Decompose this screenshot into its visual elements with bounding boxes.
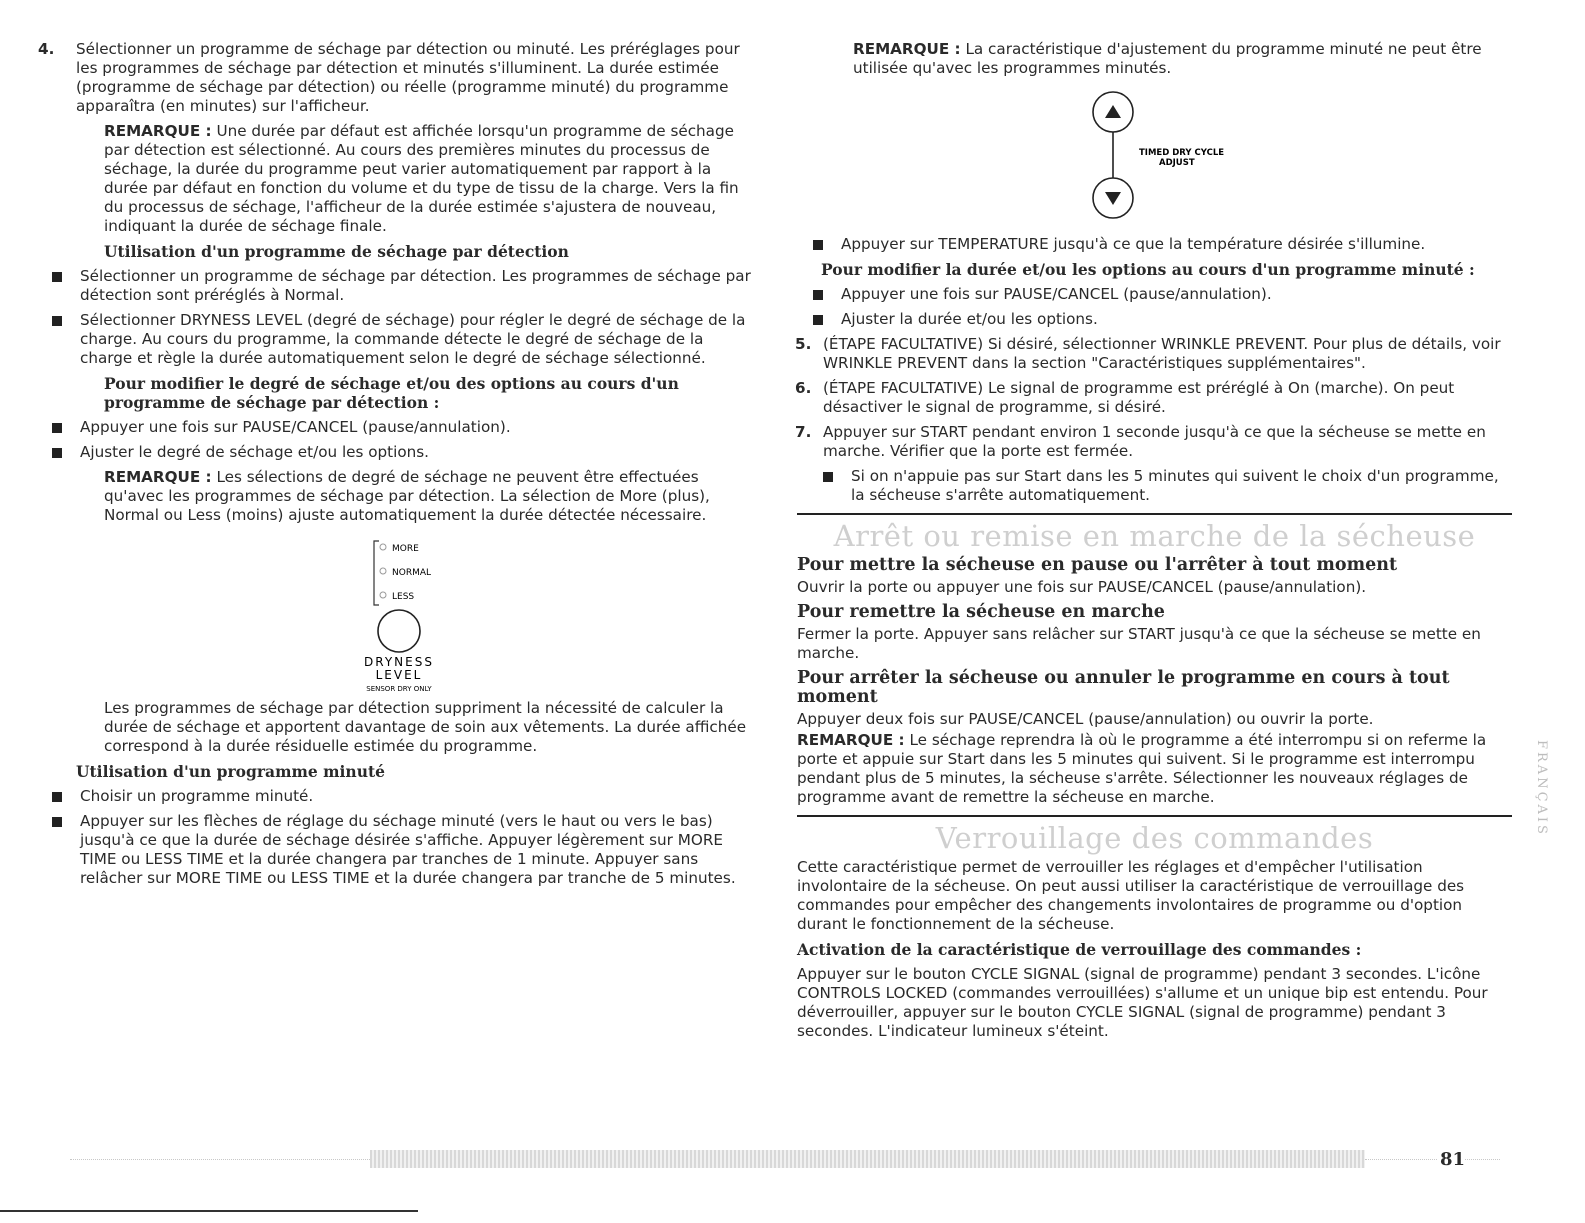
dryness-level-diagram — [36, 533, 758, 693]
sensor-dry-label: SENSOR DRY ONLY — [366, 685, 432, 693]
bullet-square-icon — [52, 792, 62, 802]
step-5 — [793, 335, 1512, 373]
list-item — [36, 443, 758, 462]
sensor-paragraph: Les programmes de séchage par détection suppriment la nécessité de calculer la durée de séchage et apportent davantage de soin aux vêtements. La durée affichée correspond à la durée résiduelle estimée du programme. — [104, 699, 747, 755]
adjust-label: ADJUST — [1159, 158, 1195, 168]
bullet-square-icon — [52, 316, 62, 326]
remark-1 — [36, 122, 758, 236]
remark-label: REMARQUE : — [104, 122, 212, 140]
list-item-text: Ajuster le degré de séchage et/ou les options. — [80, 443, 430, 461]
list-item-text: Appuyer sur TEMPERATURE jusqu'à ce que la température désirée s'illumine. — [841, 235, 1426, 253]
pause-text: Ouvrir la porte ou appuyer une fois sur PAUSE/CANCEL (pause/annulation). — [797, 578, 1367, 596]
step-number: 6. — [795, 379, 812, 397]
bullet-square-icon — [52, 448, 62, 458]
list-item — [36, 787, 758, 806]
heading-modify-timed: Pour modifier la durée et/ou les options au cours d'un programme minuté : — [821, 260, 1475, 279]
up-arrow-icon — [1105, 105, 1121, 118]
section-divider — [797, 513, 1512, 515]
level-label: LEVEL — [375, 668, 423, 682]
stop-cancel-text: Appuyer deux fois sur PAUSE/CANCEL (pause/annulation) ou ouvrir la porte. — [797, 710, 1374, 728]
section-divider — [797, 815, 1512, 817]
dryness-button-icon — [378, 610, 420, 652]
bullet-square-icon — [813, 290, 823, 300]
footer-dotted-line — [1465, 1159, 1500, 1161]
remark-3 — [797, 40, 1512, 78]
dryness-level-figure — [36, 533, 758, 693]
remark-label: REMARQUE : — [104, 468, 212, 486]
step-text: Sélectionner un programme de séchage par détection ou minuté. Les préréglages pour les programmes de séchage par détection et minutés s'illuminent. La durée estimée (programme de séchage par détection) ou réelle (programme minuté) du programme apparaîtra (en minutes) sur l'afficheur. — [76, 40, 740, 115]
normal-label: NORMAL — [392, 568, 432, 578]
step-text: (ÉTAPE FACULTATIVE) Si désiré, sélectionner WRINKLE PREVENT. Pour plus de détails, voir WRINKLE PREVENT dans la section "Caractéristiques supplémentaires". — [823, 335, 1501, 372]
remark-text: Le séchage reprendra là où le programme a été interrompu si on referme la porte et appuie sur Start dans les 5 minutes qui suivent. Si le programme est interrompu pendant plus de 5 minutes, la sécheuse s'arrête. Sélectionner les nouveaux réglages de programme avant de remettre la sécheuse en marche. — [797, 731, 1487, 806]
remark-text: Les sélections de degré de séchage ne peuvent être effectuées qu'avec les programmes de séchage par détection. La sélection de More (plus), Normal ou Less (moins) ajuste automatiquement la durée détectée nécessaire. — [104, 468, 710, 524]
bullet-square-icon — [813, 315, 823, 325]
footer-dotted-line — [1365, 1159, 1437, 1161]
remark-text: Une durée par défaut est affichée lorsqu'un programme de séchage par détection est sélectionné. Au cours des premières minutes du processus de séchage, la durée du programme peut varier automatiquement par rapport à la durée par défaut en fonction du volume et du type de tissu de la charge. Vers la fin du processus de séchage, l'afficheur de la durée estimée s'ajustera de nouveau, indiquant la durée de séchage finale. — [104, 122, 739, 235]
language-side-tab — [1528, 736, 1548, 866]
list-item-text: Appuyer une fois sur PAUSE/CANCEL (pause/annulation). — [841, 285, 1272, 303]
list-item-text: Choisir un programme minuté. — [80, 787, 314, 805]
bullet-square-icon — [823, 472, 833, 482]
list-item — [797, 235, 1512, 254]
dryness-label: DRYNESS — [364, 655, 434, 669]
list-item-text: Appuyer une fois sur PAUSE/CANCEL (pause/annulation). — [80, 418, 511, 436]
more-label: MORE — [392, 544, 419, 554]
list-item-text: Sélectionner DRYNESS LEVEL (degré de séchage) pour régler le degré de séchage de la charge. Au cours du programme, la commande détecte le degré de séchage de la charge et règle la durée automatiquement selon le degré de séchage sélectionné. — [80, 311, 746, 367]
heading-activate-lock: Activation de la caractéristique de verrouillage des commandes : — [797, 940, 1362, 959]
remark-label: REMARQUE : — [853, 40, 961, 58]
timed-dry-figure — [797, 84, 1512, 229]
subheading-restart: Pour remettre la sécheuse en marche — [797, 602, 1165, 622]
step-text: (ÉTAPE FACULTATIVE) Le signal de programme est préréglé à On (marche). On peut désactiver le signal de programme, si désiré. — [823, 379, 1455, 416]
activate-lock-text: Appuyer sur le bouton CYCLE SIGNAL (signal de programme) pendant 3 secondes. L'icône CONTROLS LOCKED (commandes verrouillées) s'allume et un unique bip est entendu. Pour déverrouiller, appuyer sur le bouton CYCLE SIGNAL (signal de programme) pendant 3 secondes. L'indicateur lumineux s'éteint. — [797, 965, 1488, 1040]
bullet-square-icon — [52, 423, 62, 433]
step-number: 5. — [795, 335, 812, 353]
list-item — [797, 310, 1512, 329]
footer-gradient-bar — [370, 1150, 1365, 1168]
step-text: Appuyer sur START pendant environ 1 seconde jusqu'à ce que la sécheuse se mette en marche. Vérifier que la porte est fermée. — [823, 423, 1486, 460]
step-7 — [793, 423, 1512, 461]
bullet-square-icon — [52, 817, 62, 827]
list-item — [797, 467, 1512, 505]
list-item-text: Appuyer sur les flèches de réglage du séchage minuté (vers le haut ou vers le bas) jusqu'à ce que la durée de séchage désirée s'affiche. Appuyer légèrement sur MORE TIME ou LESS TIME et la durée changera par tranches de 1 minute. Appuyer sans relâcher sur MORE TIME ou LESS TIME et la durée changera par tranche de 5 minutes. — [80, 812, 736, 887]
list-item — [36, 267, 758, 305]
step-number: 7. — [795, 423, 812, 441]
less-label: LESS — [392, 592, 415, 602]
heading-timed-cycle: Utilisation d'un programme minuté — [76, 762, 385, 781]
timed-dry-diagram — [797, 84, 1512, 229]
right-column — [797, 40, 1512, 1047]
list-item — [797, 285, 1512, 304]
down-arrow-icon — [1105, 192, 1121, 205]
remark-2 — [36, 468, 758, 525]
timed-dry-label: TIMED DRY CYCLE — [1139, 148, 1225, 158]
step-4 — [36, 40, 758, 116]
section-title-stop-restart: Arrêt ou remise en marche de la sécheuse — [833, 519, 1476, 553]
list-item-text: Sélectionner un programme de séchage par détection. Les programmes de séchage par détection sont préréglés à Normal. — [80, 267, 751, 304]
bullet-square-icon — [813, 240, 823, 250]
section-title-controls-lock: Verrouillage des commandes — [935, 821, 1374, 855]
heading-modify-dryness: Pour modifier le degré de séchage et/ou des options au cours d'un programme de séchage par détection : — [104, 374, 679, 412]
list-item — [36, 418, 758, 437]
footer-dotted-line — [70, 1159, 370, 1161]
list-item-text: Si on n'appuie pas sur Start dans les 5 minutes qui suivent le choix d'un programme, la sécheuse s'arrête automatiquement. — [851, 467, 1499, 504]
remark-4 — [797, 731, 1512, 807]
remark-text: La caractéristique d'ajustement du programme minuté ne peut être utilisée qu'avec les programmes minutés. — [853, 40, 1482, 77]
subheading-stop-cancel: Pour arrêter la sécheuse ou annuler le programme en cours à tout moment — [797, 668, 1450, 707]
list-item — [36, 812, 758, 888]
language-tab-label: FRANÇAIS — [1534, 740, 1548, 837]
page-number: 81 — [1440, 1149, 1466, 1170]
heading-sensor-cycle: Utilisation d'un programme de séchage par détection — [104, 242, 569, 261]
subheading-pause: Pour mettre la sécheuse en pause ou l'arrêter à tout moment — [797, 555, 1398, 575]
left-column — [36, 40, 758, 894]
remark-label: REMARQUE : — [797, 731, 905, 749]
step-number: 4. — [38, 40, 55, 58]
step-6 — [793, 379, 1512, 417]
restart-text: Fermer la porte. Appuyer sans relâcher sur START jusqu'à ce que la sécheuse se mette en marche. — [797, 625, 1481, 662]
list-item — [36, 311, 758, 368]
page-bottom-line — [0, 1210, 418, 1212]
controls-lock-text: Cette caractéristique permet de verrouiller les réglages et d'empêcher l'utilisation involontaire de la sécheuse. On peut aussi utiliser la caractéristique de verrouillage des commandes pour empêcher des changements involontaires de programme ou d'option durant le fonctionnement de la sécheuse. — [797, 858, 1465, 933]
bullet-square-icon — [52, 272, 62, 282]
list-item-text: Ajuster la durée et/ou les options. — [841, 310, 1098, 328]
